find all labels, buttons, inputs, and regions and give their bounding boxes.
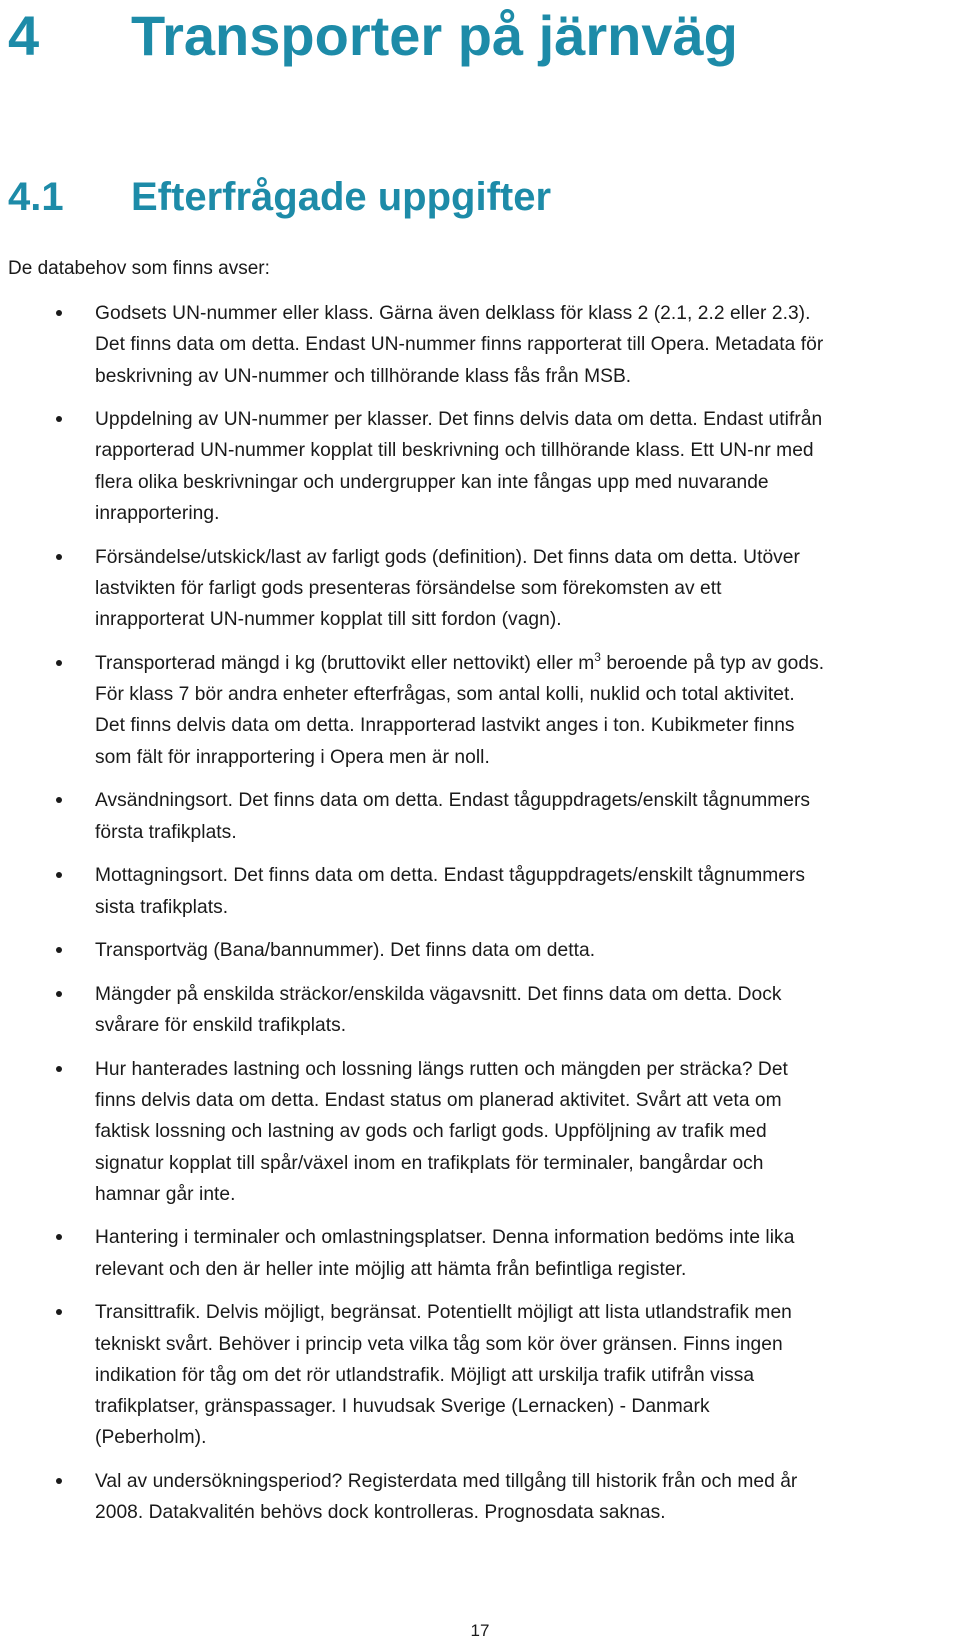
list-item-line: Försändelse/utskick/last av farligt gods (definition). Det finns data om detta. Utöver [95, 546, 800, 568]
section-title: Efterfrågade uppgifter [131, 175, 552, 219]
list-item-line: finns delvis data om detta. Endast status om planerad aktivitet. Svårt att veta om [95, 1089, 782, 1111]
list-item-line: Transportväg (Bana/bannummer). Det finns data om detta. [95, 940, 596, 962]
list-item-line: 2008. Datakvalitén behövs dock kontrolleras. Prognosdata saknas. [95, 1502, 666, 1524]
bullet-icon [56, 1309, 62, 1315]
list-item-line: svårare för enskild trafikplats. [95, 1015, 347, 1037]
list-item-line: rapporterad UN-nummer kopplat till beskrivning och tillhörande klass. Ett UN-nr med [95, 440, 814, 462]
superscript: 3 [594, 649, 602, 664]
intro-paragraph: De databehov som finns avser: [8, 258, 270, 279]
list-item-line: relevant och den är heller inte möjlig att hämta från befintliga register. [95, 1258, 687, 1280]
list-item-line: Hur hanterades lastning och lossning längs rutten och mängden per sträcka? Det [95, 1058, 788, 1080]
bullet-icon [56, 310, 62, 316]
list-item [0, 1222, 940, 1285]
list-item-line: tekniskt svårt. Behöver i princip veta vilka tåg som kör över gränsen. Finns ingen [95, 1333, 783, 1355]
list-item-line: Det finns data om detta. Endast UN-nummer finns rapporterat till Opera. Metadata för [95, 334, 824, 356]
list-item-line: Avsändningsort. Det finns data om detta. Endast tåguppdragets/enskilt tågnummers [95, 790, 811, 812]
chapter-heading [8, 2, 738, 70]
list-item-line: hamnar går inte. [95, 1183, 236, 1205]
list-item-line: lastvikten för farligt gods presenteras försändelse som förekomsten av ett [95, 577, 722, 599]
bullet-icon [56, 660, 62, 666]
list-item-line: (Peberholm). [95, 1427, 207, 1449]
requirements-list [0, 298, 940, 1541]
list-item [0, 860, 940, 923]
list-item-line: första trafikplats. [95, 821, 237, 843]
list-item-line: Godsets UN-nummer eller klass. Gärna även delklass för klass 2 (2.1, 2.2 eller 2.3). [95, 303, 811, 324]
list-item [0, 298, 940, 392]
bullet-icon [56, 1066, 62, 1072]
list-item [0, 785, 940, 848]
bullet-icon [56, 554, 62, 560]
list-item [0, 935, 940, 966]
list-item-line: inrapporterat UN-nummer kopplat till sitt fordon (vagn). [95, 609, 562, 631]
list-item [0, 979, 940, 1042]
list-item [0, 1054, 940, 1210]
list-item-line: Val av undersökningsperiod? Registerdata med tillgång till historik från och med år [95, 1471, 798, 1493]
list-item-line [95, 648, 940, 679]
list-item-line: signatur kopplat till spår/växel inom en trafikplats för terminaler, bangårdar och [95, 1152, 764, 1174]
list-item [0, 1466, 940, 1529]
list-item-line: Hantering i terminaler och omlastningsplatser. Denna information bedöms inte lika [95, 1227, 795, 1249]
list-item [0, 542, 940, 636]
list-item-line: Transittrafik. Delvis möjligt, begränsat. Potentiellt möjligt att lista utlandstrafik men [95, 1302, 792, 1324]
bullet-icon [56, 1478, 62, 1484]
list-item-line: sista trafikplats. [95, 896, 229, 918]
page-number: 17 [470, 1621, 490, 1640]
bullet-icon [56, 872, 62, 878]
list-item-line: Mottagningsort. Det finns data om detta. Endast tåguppdragets/enskilt tågnummers [95, 865, 806, 887]
list-item-line: Uppdelning av UN-nummer per klasser. Det finns delvis data om detta. Endast utifrån [95, 409, 823, 431]
list-item-line: Det finns delvis data om detta. Inrapporterad lastvikt anges i ton. Kubikmeter finns [95, 715, 795, 737]
list-item-line: För klass 7 bör andra enheter efterfrågas, som antal kolli, nuklid och total aktivitet. [95, 684, 795, 706]
list-item-line: trafikplatser, gränspassager. I huvudsak Sverige (Lernacken) - Danmark [95, 1396, 710, 1418]
bullet-icon [56, 1234, 62, 1240]
list-item-text: beroende på typ av gods. [601, 652, 825, 674]
bullet-icon [56, 416, 62, 422]
list-item-line: som fält för inrapportering i Opera men är noll. [95, 746, 490, 768]
list-item [0, 648, 940, 773]
list-item-line: faktisk lossning och lastning av gods och farligt gods. Uppföljning av trafik med [95, 1121, 767, 1143]
list-item-line: flera olika beskrivningar och undergrupper kan inte fångas upp med nuvarande [95, 471, 769, 493]
list-item-line: beskrivning av UN-nummer och tillhörande klass fås från MSB. [95, 365, 632, 387]
list-item-line: Mängder på enskilda sträckor/enskilda vägavsnitt. Det finns data om detta. Dock [95, 983, 782, 1005]
bullet-icon [56, 947, 62, 953]
chapter-title: Transporter på järnväg [131, 4, 738, 67]
list-item-line: inrapportering. [95, 503, 220, 525]
list-item [0, 404, 940, 529]
list-item-line: indikation för tåg om det rör utlandstrafik. Möjligt att urskilja trafik utifrån vissa [95, 1364, 755, 1386]
section-number: 4.1 [8, 175, 64, 219]
chapter-number: 4 [8, 4, 40, 67]
list-item-text: Transporterad mängd i kg (bruttovikt eller nettovikt) eller m [95, 652, 595, 674]
bullet-icon [56, 797, 62, 803]
list-item [0, 1297, 940, 1453]
bullet-icon [56, 991, 62, 997]
section-heading [8, 170, 551, 224]
